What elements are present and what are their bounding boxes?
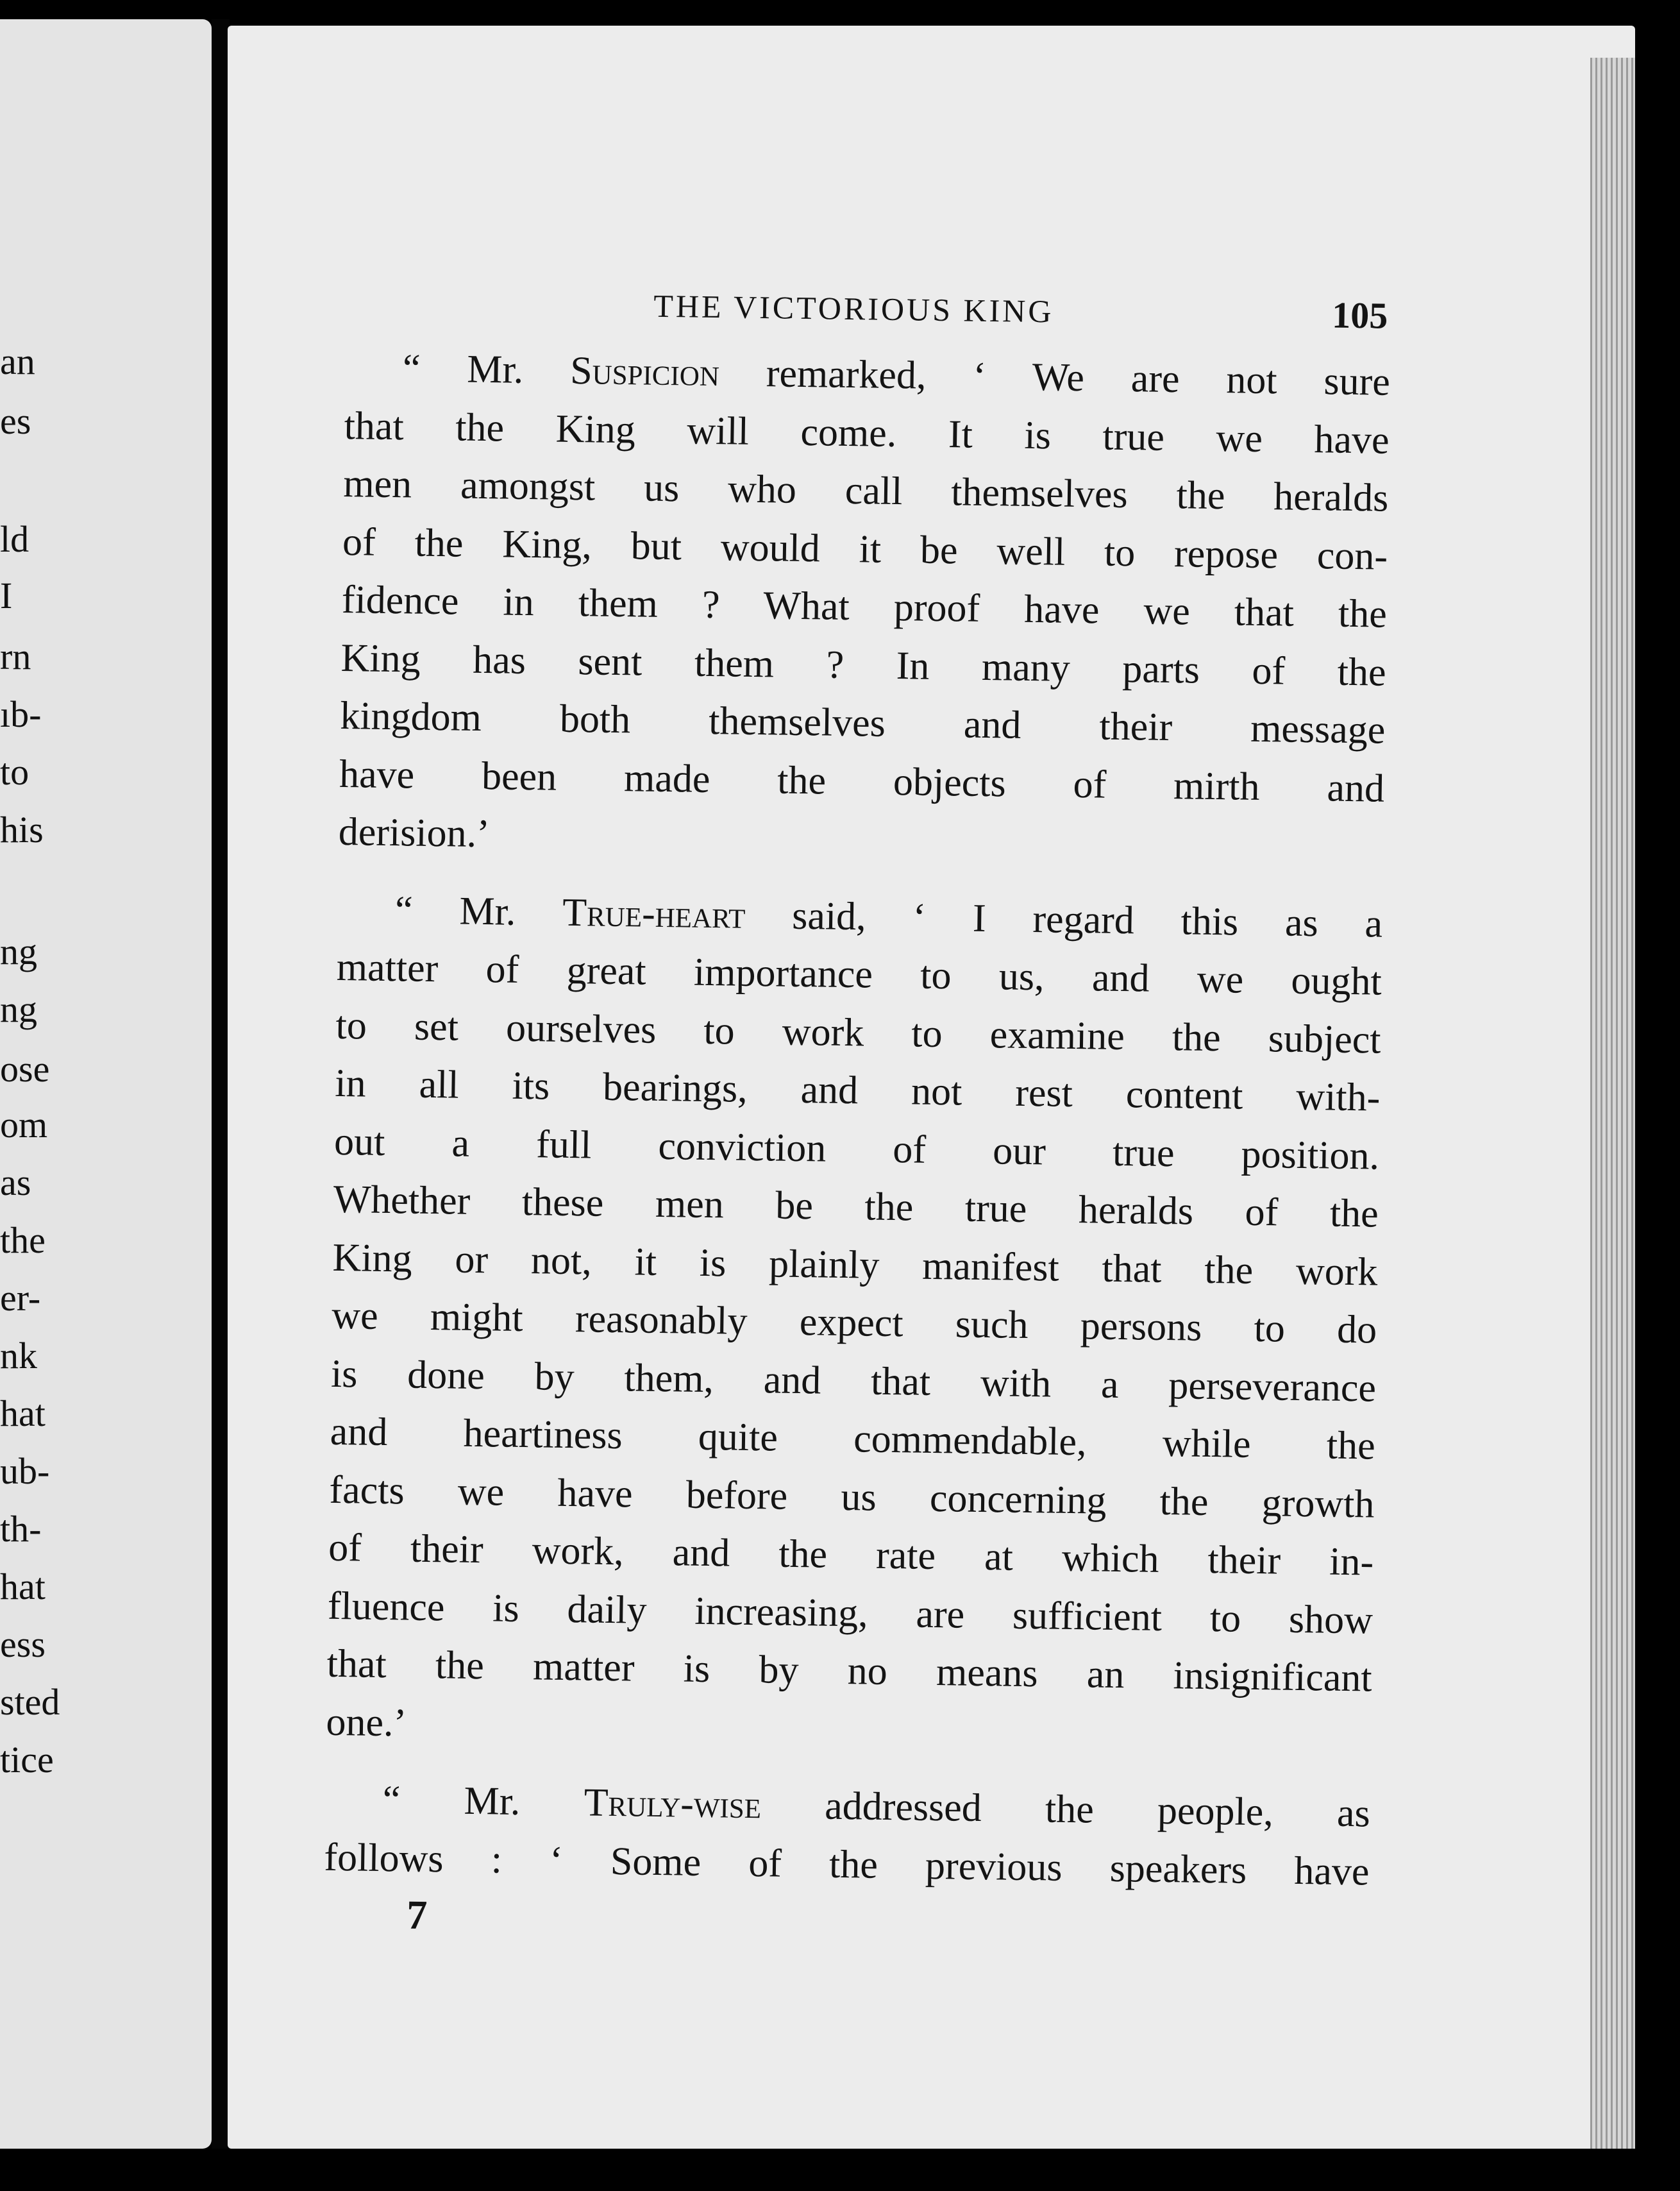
facing-page-fragment: ose	[0, 1048, 50, 1090]
facing-page-fragment: hat	[0, 1566, 46, 1607]
text-run: to set ourselves to work to examine the subject	[335, 1003, 1382, 1062]
facing-page-fragment: hat	[0, 1392, 46, 1434]
text-run: remarked, ‘ We are not sure	[719, 351, 1391, 404]
facing-page-fragment: to	[0, 751, 29, 793]
facing-page-fragment: ld	[0, 518, 29, 560]
signature-mark: 7	[406, 1891, 428, 1938]
facing-page-fragment: sted	[0, 1681, 60, 1723]
text-run: and heartiness quite commendable, while the	[330, 1409, 1376, 1468]
text-run: “ Mr.	[394, 888, 563, 935]
facing-page-fragment: tice	[0, 1739, 54, 1781]
facing-page-fragment: nk	[0, 1335, 37, 1376]
running-title: THE VICTORIOUS KING	[653, 287, 1054, 330]
page-text-block	[323, 276, 1391, 1951]
text-run: said, ‘ I regard this as a	[745, 893, 1383, 946]
text-run: in all its bearings, and not rest content with-	[334, 1061, 1381, 1120]
facing-page-fragment: ng	[0, 988, 37, 1030]
text-run: Whether these men be the true heralds of the	[333, 1177, 1379, 1236]
text-run: of their work, and the rate at which their in-	[328, 1525, 1374, 1584]
facing-page-fragment: ess	[0, 1623, 46, 1665]
speaker-name: Truly-wise	[584, 1781, 762, 1827]
text-run: follows : ‘ Some of the previous speakers have	[324, 1835, 1370, 1894]
text-run: “ Mr.	[382, 1778, 585, 1825]
text-run: King or not, it is plainly manifest that the work	[332, 1235, 1378, 1294]
page-edges	[1590, 58, 1635, 2149]
facing-page-fragment: I	[0, 575, 13, 616]
text-run: is done by them, and that with a perseverance	[330, 1351, 1377, 1410]
text-run: have been made the objects of mirth and	[339, 752, 1385, 811]
text-run: fidence in them ? What proof have we that the	[341, 577, 1388, 636]
text-run: fluence is daily increasing, are sufficient to show	[327, 1584, 1373, 1643]
paragraph	[326, 880, 1383, 1765]
paragraph	[338, 339, 1390, 876]
text-run: men amongst us who call themselves the heralds	[343, 461, 1389, 520]
facing-page-fragment: ng	[0, 931, 37, 972]
text-run: that the King will come. It is true we have	[344, 403, 1390, 462]
text-run: derision.’	[338, 809, 491, 856]
text-run: facts we have before us concerning the growth	[329, 1468, 1375, 1527]
page-number: 105	[1331, 294, 1388, 337]
book-gutter	[212, 19, 230, 2149]
text-run: kingdom both themselves and their message	[339, 693, 1386, 752]
text-run: we might reasonably expect such persons to do	[331, 1293, 1377, 1352]
facing-page	[0, 19, 212, 2149]
facing-page-fragment: ub-	[0, 1450, 50, 1492]
body-text	[324, 339, 1391, 1901]
facing-page-fragment: rn	[0, 636, 31, 677]
speaker-name: Suspicion	[569, 348, 720, 395]
text-run: out a full conviction of our true position.	[333, 1119, 1380, 1178]
text-run: that the matter is by no means an insignificant	[326, 1641, 1373, 1700]
text-run: “ Mr.	[402, 346, 571, 393]
facing-page-fragment: om	[0, 1104, 48, 1146]
text-run: matter of great importance to us, and we ought	[336, 945, 1382, 1004]
facing-page-fragment: er-	[0, 1277, 41, 1319]
facing-page-fragment: the	[0, 1219, 46, 1261]
text-run: addressed the people, as	[760, 1783, 1371, 1836]
facing-page-fragment: an	[0, 341, 35, 382]
facing-page-fragment: his	[0, 809, 44, 850]
speaker-name: True-heart	[562, 890, 746, 937]
facing-page-fragment: ıb-	[0, 693, 42, 735]
text-run: King has sent them ? In many parts of the	[340, 636, 1387, 695]
facing-page-fragment: as	[0, 1162, 31, 1203]
text-run: one.’	[326, 1700, 407, 1745]
paragraph	[324, 1770, 1370, 1901]
facing-page-fragment: th-	[0, 1508, 42, 1550]
facing-page-fragment: es	[0, 400, 31, 442]
text-run: of the King, but would it be well to repose con-	[342, 520, 1388, 579]
